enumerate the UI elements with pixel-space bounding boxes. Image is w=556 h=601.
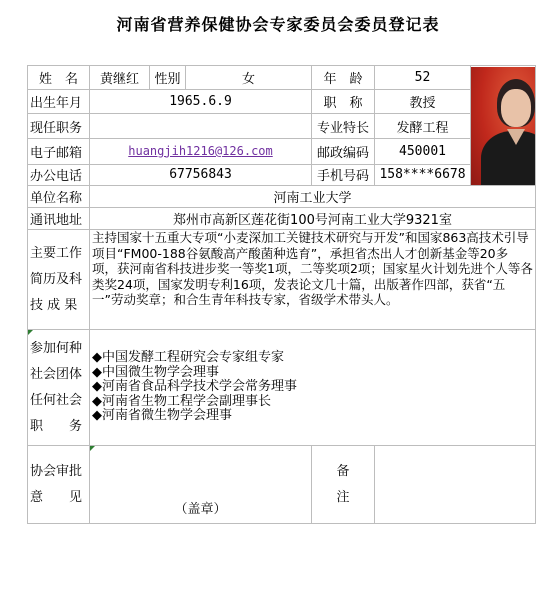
birth-label: 出生年月 [28, 90, 90, 114]
birth-value: 1965.6.9 [90, 90, 312, 114]
postcode-label: 邮政编码 [312, 138, 375, 164]
age-label: 年 龄 [312, 66, 375, 90]
office-phone-label: 办公电话 [28, 164, 90, 185]
name-value: 黄继红 [90, 66, 150, 90]
portrait-photo [471, 67, 536, 185]
gender-label: 性别 [150, 66, 186, 90]
age-value: 52 [375, 66, 471, 90]
approval-label: 协会审批 意 见 [28, 446, 90, 524]
society-item: ◆河南省食品科学技术学会常务理事 [92, 379, 297, 395]
registration-form [27, 65, 536, 524]
mobile-label: 手机号码 [312, 164, 375, 185]
remark-value [375, 446, 536, 524]
society-item: ◆中国发酵工程研究会专家组专家 [92, 350, 284, 366]
title-value: 教授 [375, 90, 471, 114]
society-item: ◆河南省生物工程学会副理事长 [92, 393, 271, 409]
position-label: 现任职务 [28, 114, 90, 138]
address-label: 通讯地址 [28, 208, 90, 230]
remark-label: 备 注 [312, 446, 375, 524]
title-label: 职 称 [312, 90, 375, 114]
societies-list [90, 330, 536, 446]
gender-value: 女 [186, 66, 312, 90]
society-item: ◆中国微生物学会理事 [92, 364, 219, 380]
address-value: 郑州市高新区莲花街100号河南工业大学9321室 [90, 208, 536, 230]
unit-value: 河南工业大学 [90, 186, 536, 208]
email-cell [90, 138, 312, 164]
societies-label: 参加何种 社会团体 任何社会 职 务 [28, 330, 90, 446]
specialty-value: 发酵工程 [375, 114, 471, 138]
position-value [90, 114, 312, 138]
email-label: 电子邮箱 [28, 138, 90, 164]
unit-label: 单位名称 [28, 186, 90, 208]
mobile-value: 158****6678 [375, 164, 471, 185]
name-label: 姓 名 [28, 66, 90, 90]
postcode-value: 450001 [375, 138, 471, 164]
society-item: ◆河南省微生物学会理事 [92, 408, 232, 424]
approval-seal-cell [90, 446, 312, 524]
achievements-text: 主持国家十五重大专项“小麦深加工关键技术研究与开发”和国家863高技术引导项目“FM00-188谷氨酸高产酸菌种选育”，承担省杰出人才创新基金等20多项，获河南省科技进步奖一等奖1项，二等奖项2项；国家星火计划先进个人等各类奖24项，国家发明专利16项，发表论文几十篇，出版著作四部，获省“五一”劳动奖章；和合生青年科技专家，省级学术带头人。 [90, 230, 536, 330]
seal-label: （盖章） [174, 502, 227, 517]
page-title: 河南省营养保健协会专家委员会委员登记表 [116, 15, 440, 34]
office-phone-value: 67756843 [90, 164, 312, 185]
email-link[interactable]: huangjih1216@126.com [128, 143, 273, 158]
photo-cell [471, 66, 536, 186]
specialty-label: 专业特长 [312, 114, 375, 138]
achievements-label: 主要工作 简历及科 技 成 果 [28, 230, 90, 330]
